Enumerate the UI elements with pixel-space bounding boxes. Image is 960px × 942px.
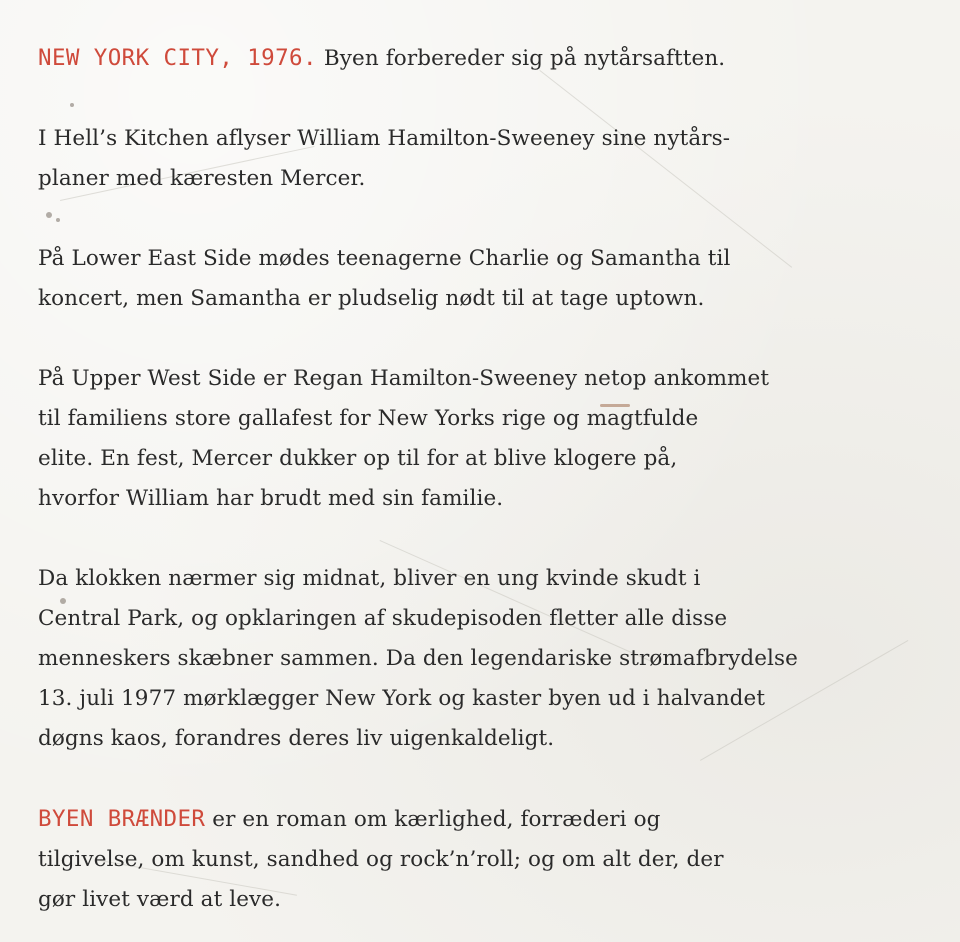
- paragraph-lower-east-side: [38, 239, 928, 319]
- paragraph-intro: [38, 38, 928, 79]
- book-title-lead: BYEN BRÆNDER: [38, 806, 206, 832]
- paragraph-text: Da klokken nærmer sig midnat, bliver en ung kvinde skudt i Central Park, og opklaringen af skudepisoden fletter alle disse menneskers skæbner sammen. Da den legendariske strømafbrydelse 13. juli 1977 mørklægger New York og kaster byen ud i halvandet døgns kaos, forandres deres liv uigenkaldeligt.: [38, 566, 798, 751]
- paragraph-text: På Lower East Side mødes teenagerne Charlie og Samantha til koncert, men Samantha er pludselig nødt til at tage uptown.: [38, 246, 731, 311]
- paragraph-text: På Upper West Side er Regan Hamilton-Sweeney netop ankommet til familiens store gallafest for New Yorks rige og magtfulde elite. En fest, Mercer dukker op til for at blive klogere på, hvorfor William har brudt med sin familie.: [38, 366, 770, 511]
- paragraph-text: er en roman om kærlighed, forræderi og tilgivelse, om kunst, sandhed og rock’n’roll; og om alt der, der gør livet værd at leve.: [38, 807, 724, 912]
- paragraph-midnight: [38, 559, 928, 759]
- intro-lead: NEW YORK CITY, 1976.: [38, 45, 317, 71]
- intro-text: Byen forbereder sig på nytårsaftten.: [316, 46, 726, 71]
- paragraph-upper-west-side: [38, 359, 928, 519]
- back-cover-text: [38, 38, 928, 920]
- paragraph-text: I Hell’s Kitchen aflyser William Hamilton-Sweeney sine nytårs- planer med kæresten Mercer.: [38, 126, 731, 191]
- paragraph-byen-braender: [38, 799, 928, 920]
- paragraph-hells-kitchen: [38, 119, 928, 199]
